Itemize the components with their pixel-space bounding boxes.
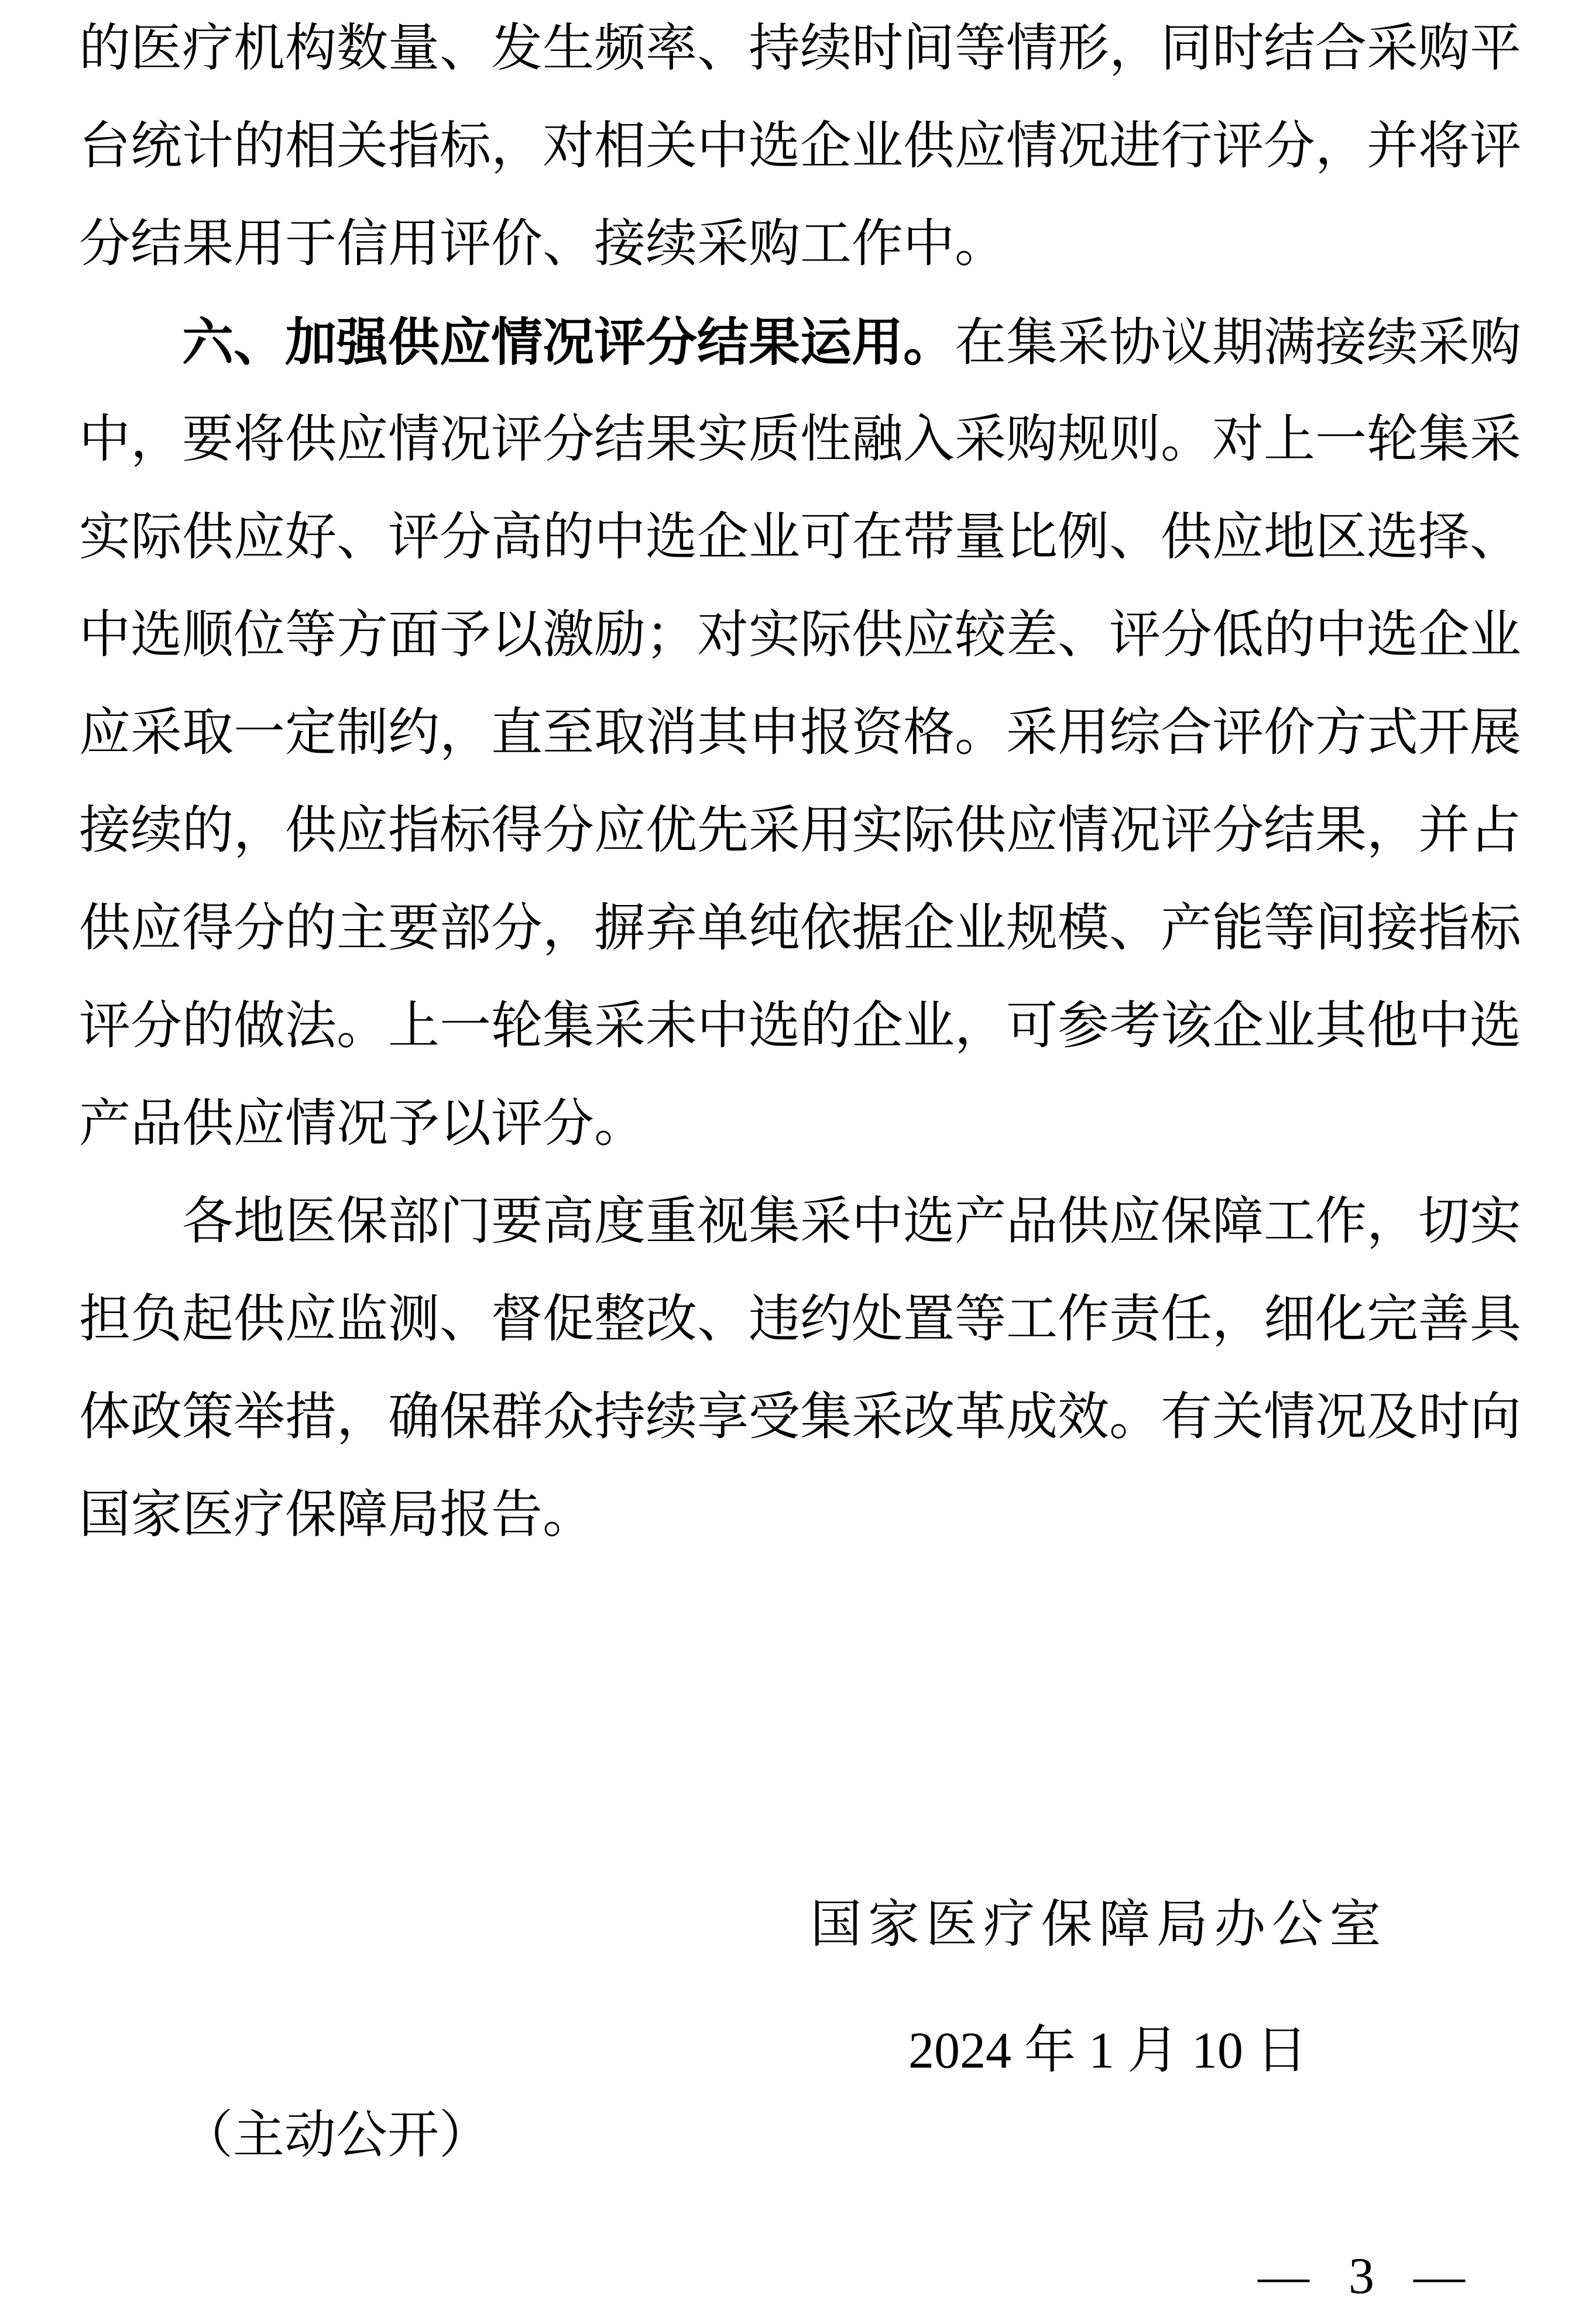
text-line: 中选顺位等方面予以激励；对实际供应较差、评分低的中选企业	[79, 607, 1522, 664]
page-number	[1258, 2227, 1465, 2324]
disclosure-note: （主动公开）	[181, 2107, 491, 2164]
text-line: 实际供应好、评分高的中选企业可在带量比例、供应地区选择、	[79, 509, 1522, 566]
text-line: 台统计的相关指标，对相关中选企业供应情况进行评分，并将评	[79, 118, 1522, 175]
text-line: 国家医疗保障局报告。	[79, 1487, 595, 1544]
signature-office: 国家医疗保障局办公室	[810, 1897, 1387, 1953]
text-line: 六、加强供应情况评分结果运用。在集采协议期满接续采购	[182, 313, 1522, 372]
text-line: 担负起供应监测、督促整改、违约处置等工作责任，细化完善具	[79, 1291, 1522, 1348]
signature-date: 2024 年 1 月 10 日	[908, 2023, 1308, 2079]
page-number-dash-left: —	[1258, 2248, 1309, 2305]
text-line: 接续的，供应指标得分应优先采用实际供应情况评分结果，并占	[79, 803, 1522, 859]
text-line: 评分的做法。上一轮集采未中选的企业，可参考该企业其他中选	[79, 998, 1522, 1055]
text-line: 中，要将供应情况评分结果实质性融入采购规则。对上一轮集采	[79, 412, 1522, 468]
document-body	[79, 0, 1531, 1564]
text-line: 产品供应情况予以评分。	[79, 1096, 646, 1153]
text-line: 体政策举措，确保群众持续享受集采改革成效。有关情况及时向	[79, 1389, 1522, 1446]
text-line: 供应得分的主要部分，摒弃单纯依据企业规模、产能等间接指标	[79, 900, 1522, 957]
text-line: 的医疗机构数量、发生频率、持续时间等情形，同时结合采购平	[79, 20, 1522, 77]
text-line: 分结果用于信用评价、接续采购工作中。	[79, 216, 1007, 273]
page-number-value: 3	[1349, 2248, 1374, 2305]
page-number-dash-right: —	[1413, 2248, 1465, 2305]
section-heading: 六、加强供应情况评分结果运用。	[182, 313, 955, 371]
text-line: 应采取一定制约，直至取消其申报资格。采用综合评价方式开展	[79, 705, 1522, 762]
text-line: 各地医保部门要高度重视集采中选产品供应保障工作，切实	[182, 1194, 1522, 1250]
